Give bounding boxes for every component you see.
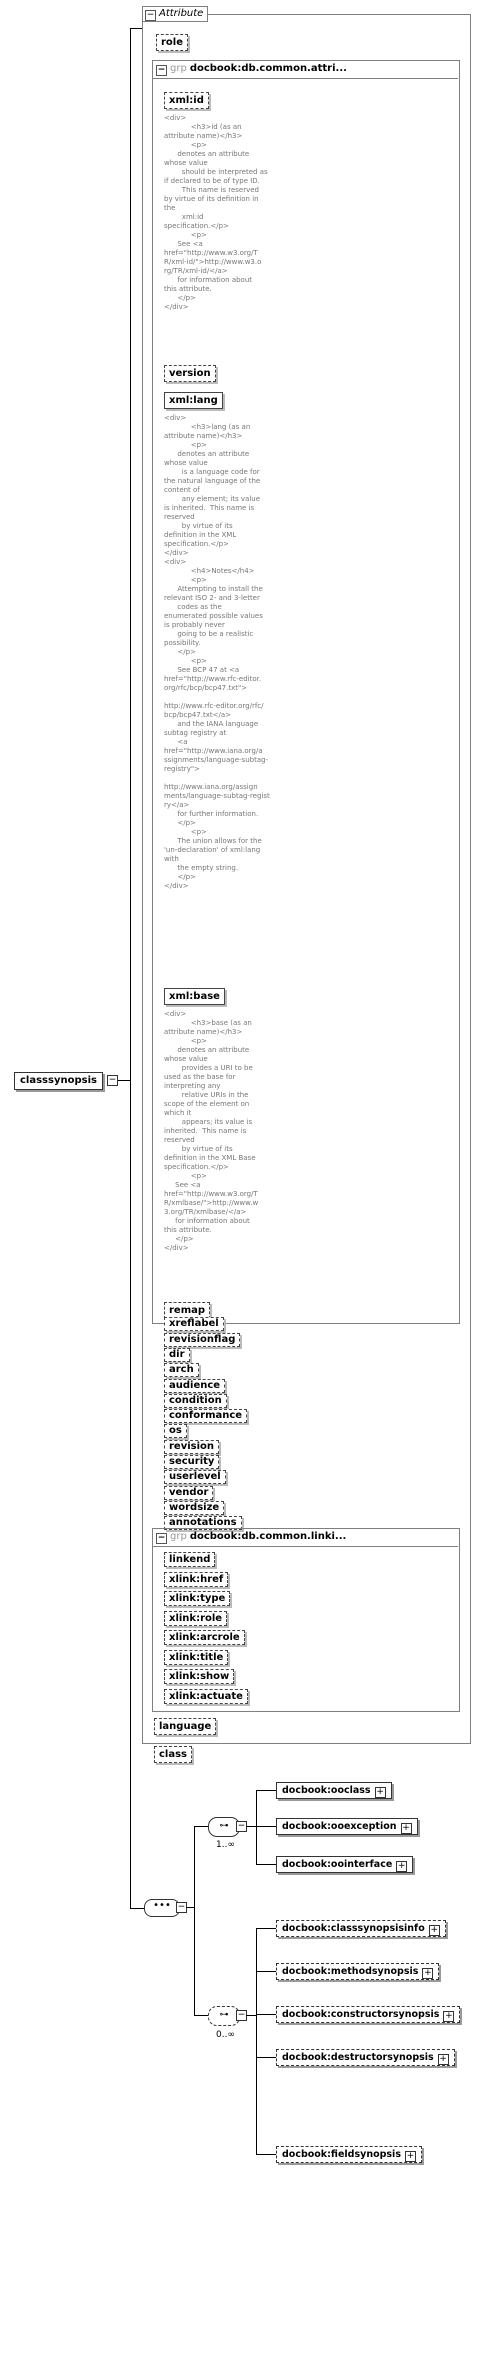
root-element[interactable]	[14, 1072, 103, 1090]
attr-vendor[interactable]: vendor	[164, 1486, 213, 1500]
linking-group-frame	[152, 1528, 460, 1712]
attr-xlink-actuate[interactable]: xlink:actuate	[164, 1689, 248, 1704]
expand-icon[interactable]: +	[430, 1925, 438, 1935]
root-collapse-icon[interactable]: −	[108, 1075, 117, 1085]
expand-icon[interactable]: +	[376, 1787, 384, 1797]
expand-icon[interactable]: +	[406, 2151, 415, 2161]
attr-xlink-title[interactable]: xlink:title	[164, 1650, 228, 1665]
common-attributes-header[interactable]: − grp docbook:db.common.attri...	[157, 63, 347, 75]
element-docbook-oointerface[interactable]: docbook:oointerface +	[276, 1856, 413, 1873]
attr-xml-lang[interactable]: xml:lang	[164, 392, 223, 409]
attr-xlink-show[interactable]: xlink:show	[164, 1669, 234, 1684]
element-docbook-methodsynopsis[interactable]: docbook:methodsynopsis +	[276, 1963, 439, 1980]
expand-icon[interactable]: +	[445, 2011, 453, 2021]
attr-condition[interactable]: condition	[164, 1394, 227, 1408]
attr-arch[interactable]: arch	[164, 1363, 199, 1377]
element-docbook-destructorsynopsis[interactable]: docbook:destructorsynopsis +	[276, 2049, 455, 2066]
collapse-icon[interactable]: −	[146, 10, 155, 20]
expand-icon[interactable]: +	[398, 1861, 406, 1871]
expand-icon[interactable]: +	[424, 1968, 432, 1978]
attr-userlevel[interactable]: userlevel	[164, 1470, 226, 1484]
attr-xreflabel[interactable]: xreflabel	[164, 1317, 224, 1331]
choice-compositor-1[interactable]: ⊶	[208, 1817, 240, 1837]
attr-xml-base-doc: <div> <h3>base (as an attribute name)</h3> <p> denotes an attribute whose value provides a URI to be used as the base for interpreting any relative URIs in the scope of the element on which it appears; its value is inherited. This name is reserved by virtue of its definition in the XML Base specification.</p> <p> See <a href="http://www.w3.org/T R/xmlbase/">http://www.w 3.org/TR/xmlbase/</a> for information about this attribute. </p> </div>	[164, 1010, 259, 1252]
attr-revision[interactable]: revision	[164, 1440, 219, 1454]
attr-os[interactable]: os	[164, 1424, 187, 1438]
attr-xml-id[interactable]: xml:id	[164, 92, 209, 109]
element-docbook-ooclass[interactable]: docbook:ooclass +	[276, 1782, 392, 1799]
attr-xlink-role[interactable]: xlink:role	[164, 1611, 227, 1626]
choice-2-multiplicity: 0..∞	[216, 2030, 235, 2040]
root-element-label: classsynopsis	[20, 1075, 97, 1086]
sequence-collapse-icon[interactable]: −	[177, 1902, 186, 1912]
collapse-icon[interactable]: −	[157, 1533, 166, 1543]
attr-security[interactable]: security	[164, 1455, 219, 1469]
attr-revisionflag[interactable]: revisionflag	[164, 1333, 240, 1347]
linking-attributes-header[interactable]: − grp docbook:db.common.linki...	[157, 1531, 347, 1543]
expand-icon[interactable]: +	[402, 1823, 410, 1833]
attr-conformance[interactable]: conformance	[164, 1409, 247, 1423]
attr-xml-id-doc: <div> <h3>id (as an attribute name)</h3> <p> denotes an attribute whose value should be interpreted as if declared to be of type ID. This name is reserved by virtue of its definition in the xml:id specification.</p> <p> See <a href="http://www.w3.org/T R/xml-id/">http://www.w3.o rg/TR/xml-id/</a> for information about this attribute. </p> </div>	[164, 114, 268, 311]
element-docbook-fieldsynopsis[interactable]: docbook:fieldsynopsis +	[276, 2146, 422, 2163]
attr-language[interactable]: language	[154, 1718, 216, 1735]
attr-xlink-type[interactable]: xlink:type	[164, 1591, 230, 1606]
attr-dir[interactable]: dir	[164, 1348, 190, 1362]
expand-icon[interactable]: +	[439, 2054, 447, 2064]
attr-xml-lang-doc: <div> <h3>lang (as an attribute name)</h3> <p> denotes an attribute whose value is a language code for the natural language of the content of any element; its value is inherited. This name is reserved by virtue of its definition in the XML specification.</p> </div> <div> <h4>Notes</h4> <p> Attempting to install the relevant ISO 2- and 3-letter codes as the enumerated possible values is probably never going to be a realistic possibility. </p> <p> See BCP 47 at <a href="http://www.rfc-editor. org/rfc/bcp/bcp47.txt"> http://www.rfc-editor.org/rfc/ bcp/bcp47.txt</a> and the IANA language subtag registry at <a href="http://www.iana.org/a ssignments/language-subtag- registry"> http://www.iana.org/assign ments/language-subtag-regist ry</a> for further information. </p> <p> The union allows for the 'un-declaration' of xml:lang with the empty string. </p> </div>	[164, 414, 270, 890]
attr-version[interactable]: version	[164, 365, 216, 382]
choice-2-collapse-icon[interactable]: −	[237, 2010, 246, 2020]
choice-1-multiplicity: 1..∞	[216, 1840, 235, 1850]
attr-audience[interactable]: audience	[164, 1379, 225, 1393]
attr-xlink-arcrole[interactable]: xlink:arcrole	[164, 1630, 245, 1645]
collapse-icon[interactable]: −	[157, 65, 166, 75]
sequence-compositor[interactable]: •••	[144, 1899, 180, 1917]
attr-annotations[interactable]: annotations	[164, 1516, 242, 1530]
attr-wordsize[interactable]: wordsize	[164, 1501, 224, 1515]
choice-1-collapse-icon[interactable]: −	[237, 1821, 246, 1831]
element-docbook-classsynopsisinfo[interactable]: docbook:classsynopsisinfo +	[276, 1920, 446, 1937]
attr-xml-base[interactable]: xml:base	[164, 988, 225, 1005]
attribute-tab[interactable]: − Attribute	[142, 6, 208, 22]
attr-class[interactable]: class	[154, 1746, 192, 1763]
attr-remap[interactable]: remap	[164, 1302, 210, 1319]
element-docbook-constructorsynopsis[interactable]: docbook:constructorsynopsis +	[276, 2006, 460, 2023]
attr-role[interactable]: role	[156, 34, 188, 51]
attr-linkend[interactable]: linkend	[164, 1552, 215, 1567]
attr-xlink-href[interactable]: xlink:href	[164, 1572, 228, 1587]
choice-compositor-2[interactable]: ⊶	[208, 2006, 240, 2026]
element-docbook-ooexception[interactable]: docbook:ooexception +	[276, 1818, 418, 1835]
